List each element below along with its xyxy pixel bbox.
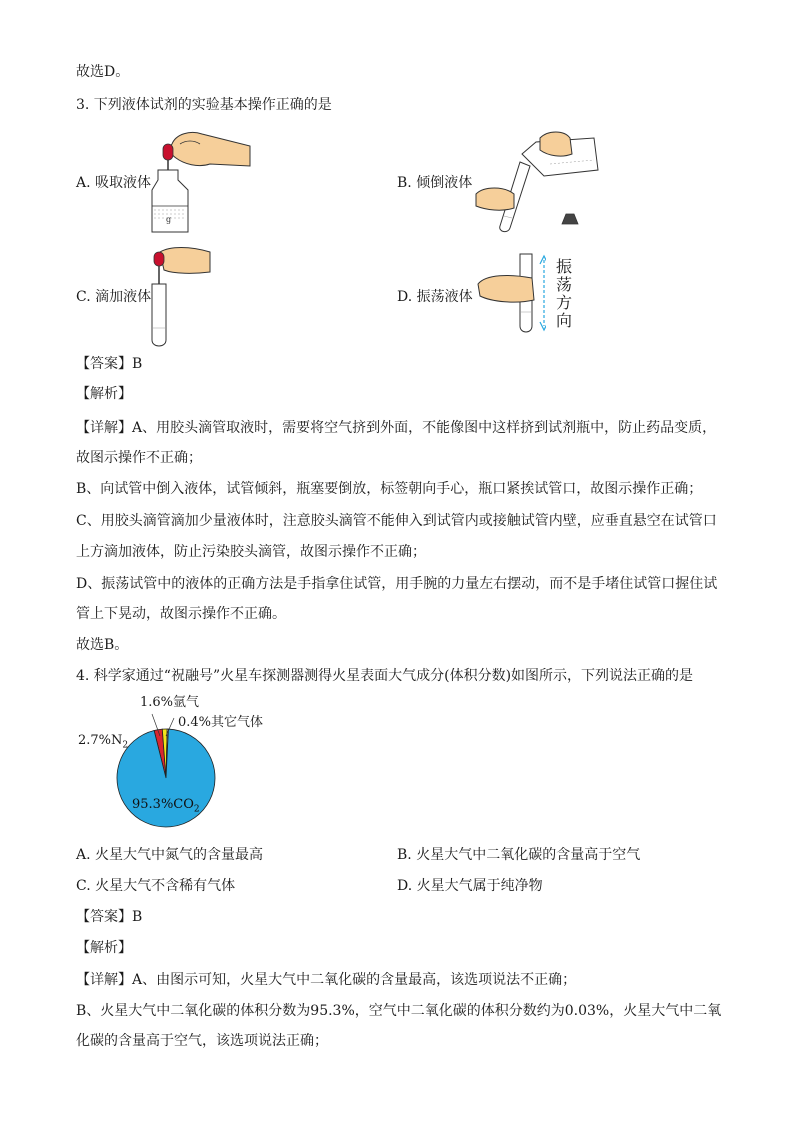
q4-stem: 4. 科学家通过“祝融号”火星车探测器测得火星表面大气成分(体积分数)如图所示，下列说法正确的是 [76,668,694,684]
q3-option-c: C. 滴加液体 [76,289,152,305]
shaking-liquid-figure [476,250,546,336]
q3-detail-line-7: 管上下晃动，故图示操作不正确。 [76,606,286,622]
argon-leader-line [152,714,160,736]
q4-option-b: B. 火星大气中二氧化碳的含量高于空气 [397,847,641,863]
q3-detail-line-4: C、用胶头滴管滴加少量液体时，注意胶头滴管不能伸入到试管内或接触试管内壁，应垂直悬空在试管口 [76,513,717,529]
q3-option-b: B. 倾倒液体 [397,175,473,191]
q3-detail-line-5: 上方滴加液体，防止污染胶头滴管，故图示操作不正确； [76,544,426,560]
q3-stem: 3. 下列液体试剂的实验基本操作正确的是 [76,97,332,113]
q3-detail-line-3: B、向试管中倒入液体，试管倾斜，瓶塞要倒放，标签朝向手心，瓶口紧挨试管口，故图示操作正确； [76,481,703,497]
q4-option-c: C. 火星大气不含稀有气体 [76,878,236,894]
q4-detail-line-2: B、火星大气中二氧化碳的体积分数为95.3%，空气中二氧化碳的体积分数约为0.03%，火星大气中二氧 [76,1003,722,1019]
other-leader-line [166,718,174,736]
q3-option-a: A. 吸取液体 [76,175,152,191]
pie-label-n2: $2.7\%N_2$ [78,733,129,751]
pie-label-other: 0.4%其它气体 [178,715,264,730]
q3-answer: 【答案】B [76,356,143,372]
q4-option-a: A. 火星大气中氮气的含量最高 [76,847,264,863]
q3-detail-line-6: D、振荡试管中的液体的正确方法是手指拿住试管，用手腕的力量左右摆动，而不是手堵住试管口握住试 [76,576,718,592]
q4-option-d: D. 火星大气属于纯净物 [397,878,543,894]
dropping-liquid-figure [150,244,220,348]
q2-conclusion: 故选D。 [76,64,130,80]
q3-analysis-heading: 【解析】 [76,386,132,402]
q3-option-d: D. 振荡液体 [397,289,473,305]
pouring-liquid-figure [474,124,604,236]
q3-detail-line-2: 故图示操作不正确； [76,450,202,466]
q3-detail-line-1: 【详解】A、用胶头滴管取液时，需要将空气挤到外面，不能像图中这样挤到试剂瓶中，防止药品变质， [76,420,717,436]
q3-conclusion: 故选B。 [76,637,129,653]
q4-detail-line-1: 【详解】A、由图示可知，火星大气中二氧化碳的含量最高，该选项说法不正确； [76,972,577,988]
svg-text:g: g [166,215,172,224]
q4-detail-line-3: 化碳的含量高于空气，该选项说法正确； [76,1033,328,1049]
q4-answer: 【答案】B [76,909,143,925]
pie-label-co2: $95.3\%CO_2$ [132,797,200,815]
dropper-suction-figure [150,124,260,236]
pie-label-argon: 1.6%氩气 [140,695,200,710]
q4-analysis-heading: 【解析】 [76,940,132,956]
shake-direction-label: 振 荡 方 向 [556,257,573,330]
